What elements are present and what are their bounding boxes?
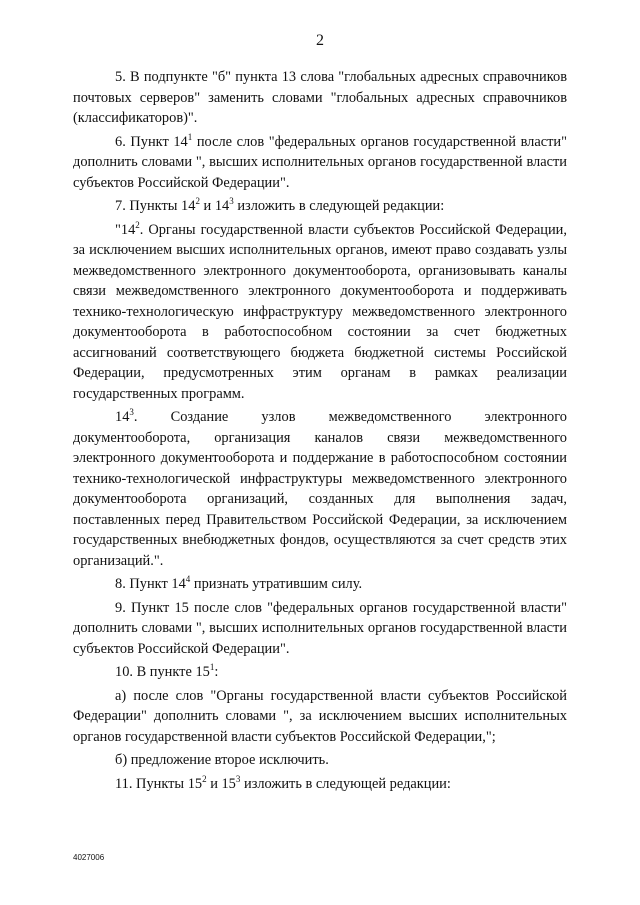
paragraph-item-9: 9. Пункт 15 после слов "федеральных органов государственной власти" дополнить словами ", высших исполнительных органов государственной власти субъектов Российской Федерации".	[73, 599, 567, 657]
paragraph-point-14-2: "$14^2$. Органы государственной власти субъектов Российской Федерации, за исключением высших исполнительных органов, имеют право создавать узлы межведомственного электронного документооборота, организовывать каналы связи межведомственного электронного документооборота и поддерживать технико-технологическую инфраструктуру межведомственного электронного документооборота в работоспособном состоянии за счет бюджетных ассигнований соответствующего бюджета бюджетной системы Российской Федерации, предусмотренных этим органам в рамках реализации государственных программ.	[73, 219, 567, 402]
paragraph-item-6: 6. Пункт $14^1$ после слов "федеральных органов государственной власти" дополнить словами ", высших исполнительных органов государственной власти субъектов Российской Федерации".	[73, 131, 567, 191]
page-number: 2	[316, 32, 324, 49]
paragraph-point-14-3: $14^3$. Создание узлов межведомственного электронного документооборота, организация каналов связи межведомственного электронного документооборота и поддержание в работоспособном состоянии технико-технологической инфраструктуры межведомственного электронного документооборота организаций, созданных для выполнения задач, поставленных перед Правительством Российской Федерации, за исключением государственных внебюджетных фондов, осуществляются за счет средств этих организаций.".	[73, 407, 567, 569]
paragraph-item-11: 11. Пункты $15^2$ и $15^3$ изложить в следующей редакции:	[115, 773, 451, 792]
paragraph-item-8: 8. Пункт $14^4$ признать утратившим силу.	[115, 574, 363, 592]
paragraph-subitem-b: б) предложение второе исключить.	[115, 752, 329, 768]
paragraph-item-5: 5. В подпункте "б" пункта 13 слова "глобальных адресных справочников почтовых серверов" заменить словами "глобальных адресных справочников (классификаторов)".	[73, 69, 567, 126]
document-code: 4027006	[73, 853, 105, 862]
paragraph-subitem-a: а) после слов "Органы государственной власти субъектов Российской Федерации" дополнить словами ", за исключением высших исполнительных органов государственной власти субъектов Российской Федерации,";	[73, 687, 567, 745]
document-body	[73, 67, 567, 794]
paragraph-item-10: 10. В пункте $15^1$:	[115, 662, 219, 680]
paragraph-item-7: 7. Пункты $14^2$ и $14^3$ изложить в следующей редакции:	[115, 196, 445, 214]
